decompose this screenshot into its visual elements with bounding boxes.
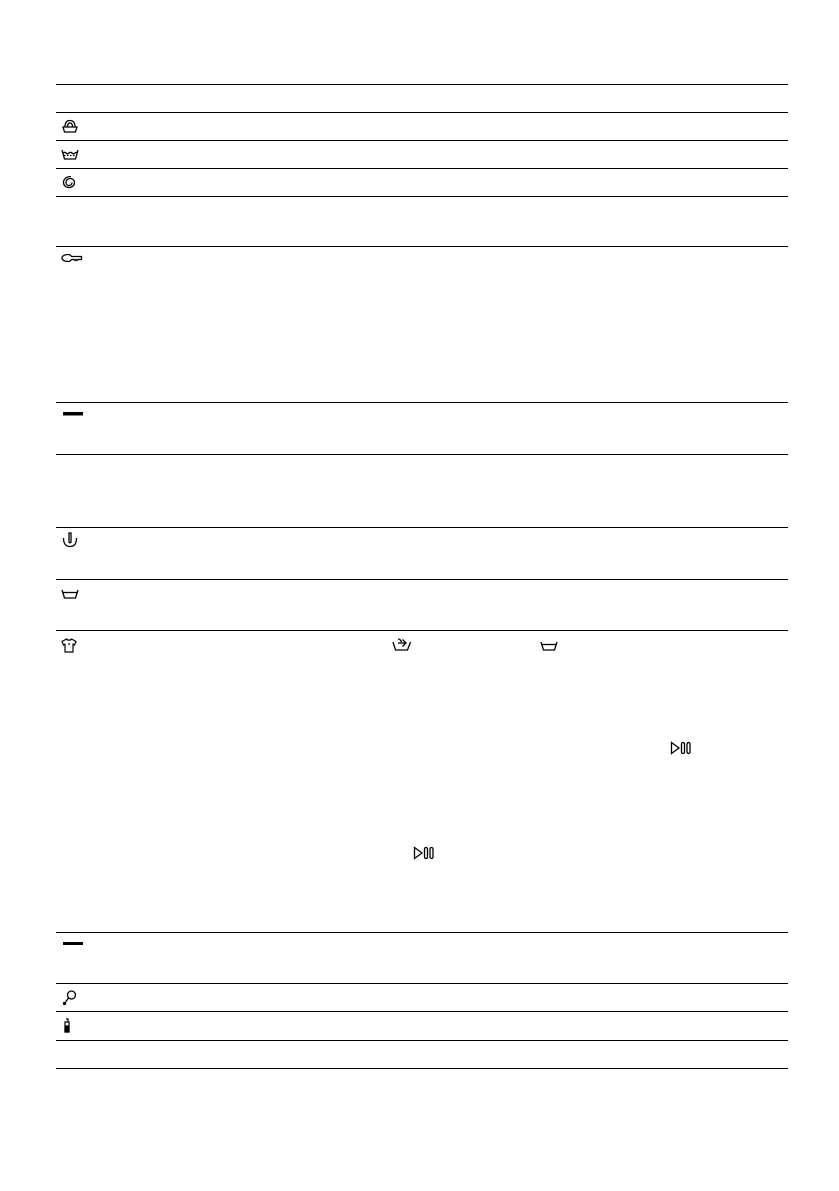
spin-icon	[62, 175, 76, 189]
row-divider	[56, 168, 788, 169]
dash-icon	[63, 412, 83, 416]
dash-icon	[63, 942, 83, 946]
detergent-bottle-icon	[63, 1018, 71, 1033]
row-divider	[56, 140, 788, 141]
row-divider	[56, 196, 788, 197]
tub-arrow-add-laundry-icon	[392, 637, 414, 651]
row-divider	[56, 579, 788, 580]
tap-water-icon	[62, 532, 78, 548]
row-divider	[56, 112, 788, 113]
table-bottom-rule	[56, 1068, 788, 1069]
wash-tub-water-icon	[61, 149, 79, 160]
row-divider	[56, 454, 788, 455]
row-divider	[56, 527, 788, 528]
shirt-icon	[61, 638, 77, 653]
row-divider	[56, 983, 788, 984]
key-child-lock-icon	[61, 253, 83, 263]
start-pause-icon	[413, 846, 435, 860]
service-wrench-icon	[63, 990, 77, 1005]
tub-icon	[61, 589, 79, 599]
table-top-rule	[56, 84, 788, 85]
tub-icon	[540, 641, 558, 651]
row-divider	[56, 402, 788, 403]
row-divider	[56, 1040, 788, 1041]
start-pause-icon	[670, 741, 692, 755]
row-divider	[56, 932, 788, 933]
row-divider	[56, 246, 788, 247]
row-divider	[56, 1011, 788, 1012]
wash-basket-icon	[62, 119, 78, 133]
row-divider	[56, 630, 788, 631]
